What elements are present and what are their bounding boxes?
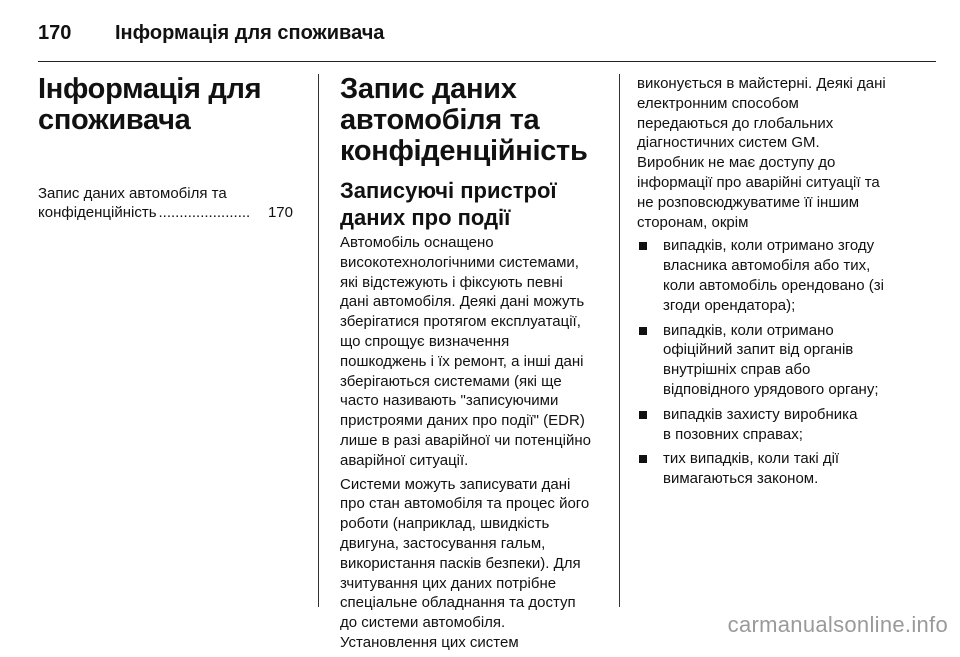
square-bullet-icon [639,327,647,335]
square-bullet-icon [639,455,647,463]
toc-entry-line2: конфіденційність [38,204,157,221]
toc-entry[interactable] [38,184,293,222]
column-divider-2 [619,74,620,607]
square-bullet-icon [639,242,647,250]
paragraph-2: Системи можуть записувати дані про стан автомобіля та процес його роботи (наприклад, швидкість двигуна, застосування гальм, використання пасків безпеки). Для зчитування цих даних потрібне спеціальне обладнання та доступ до системи автомобіля. Установлення цих систем [340,475,590,651]
toc-entry-line1: Запис даних автомобіля та [38,185,227,202]
paragraph-3: виконується в майстерні. Деякі дані електронним способом передаються до глобальних діагностичних систем GM. Виробник не має доступу до інформації про аварійні ситуації та не розповсюджуватиме її іншим сторонам, окрім [637,75,886,231]
column-left [38,74,293,222]
header-rule [38,61,936,62]
list-item: випадків, коли отримано згоду власника автомобіля або тих, коли автомобіль орендовано (зі згоди орендатора); [637,236,903,315]
column-divider-1 [318,74,319,607]
paragraph-1: Автомобіль оснащено високотехнологічними системами, які відстежують і фіксують певні дані автомобіля. Деякі дані можуть зберігатися протягом експлуатації, що спрощує визначення пошкоджень і їх ремонт, а інші дані зберігаються системами (які ще часто називають "записуючими пристроями даних про події" (EDR) лише в разі аварійної чи потенційно аварійної ситуації. [340,234,591,469]
square-bullet-icon [639,411,647,419]
toc-page-number: 170 [267,204,293,221]
subsection-heading: Записуючі пристрої даних про події [340,178,557,230]
section-heading: Запис даних автомобіля та конфіденційність [340,73,588,167]
list-item: випадків, коли отримано офіційний запит від органів внутрішніх справ або відповідного урядового органу; [637,321,903,400]
list-item: випадків захисту виробника в позовних справах; [637,405,903,445]
page-number: 170 [38,22,72,44]
watermark: carmanualsonline.info [727,612,948,637]
chapter-heading: Інформація для споживача [38,73,262,136]
bullet-list [637,236,903,489]
list-item: тих випадків, коли такі дії вимагаються законом. [637,449,903,489]
column-right [637,74,903,494]
toc-leader-dots: ...................... [158,204,251,221]
column-middle [340,74,604,657]
header-title: Інформація для споживача [115,22,385,44]
